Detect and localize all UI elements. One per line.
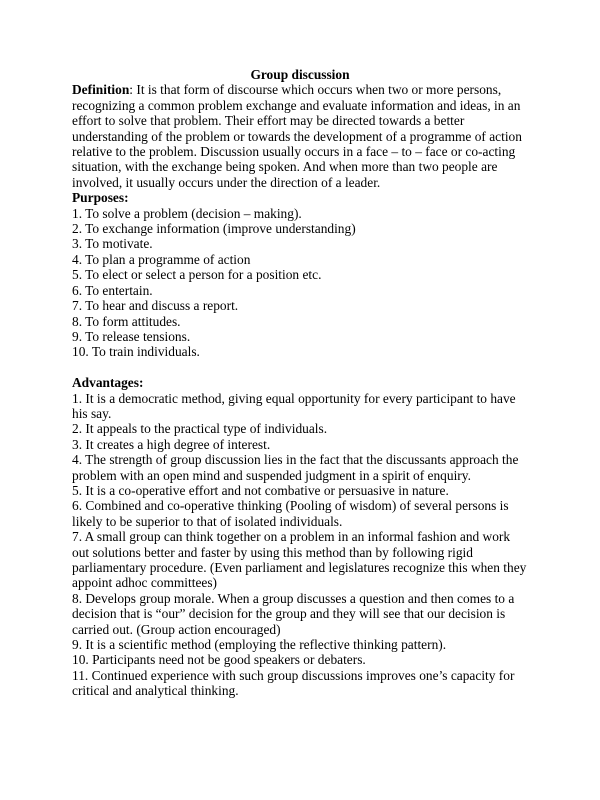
advantage-item: 9. It is a scientific method (employing the reflective thinking pattern). [72,637,447,653]
purpose-item: 7. To hear and discuss a report. [72,298,239,314]
purpose-item: 4. To plan a programme of action [72,251,251,267]
advantage-item: 10. Participants need not be good speakers or debaters. [72,652,366,668]
advantage-item: 11. Continued experience with such group discussions improves one’s capacity for critical and analytical thinking. [72,667,515,699]
purpose-item: 1. To solve a problem (decision – making). [72,205,302,221]
definition-text: : It is that form of discourse which occurs when two or more persons, recognizing a common problem exchange and evaluate information and ideas, in an effort to solve that problem. Their effort may be directed towards a better understanding of the problem or towards the development of a programme of action relative to the problem. Discussion usually occurs in a face – to – face or co-acting situation, with the exchange being spoken. And when more than two people are involved, it usually occurs under the direction of a leader. [72,82,522,190]
purposes-heading: Purposes: [72,190,129,206]
advantage-item: 7. A small group can think together on a problem in an informal fashion and work out solutions better and faster by using this method than by following rigid parliamentary procedure. (Even parliament and legislatures recognize this when they appoint adhoc committees) [72,529,527,591]
purpose-item: 8. To form attitudes. [72,313,181,329]
definition-paragraph [72,82,528,190]
document-page [72,67,528,699]
purpose-item: 3. To motivate. [72,236,153,252]
purpose-item: 10. To train individuals. [72,344,200,360]
purpose-item: 2. To exchange information (improve understanding) [72,221,356,237]
advantages-list [72,391,528,699]
document-title: Group discussion [250,67,350,82]
definition-label: Definition [72,82,130,98]
purpose-item: 6. To entertain. [72,282,153,298]
advantage-item: 5. It is a co-operative effort and not combative or persuasive in nature. [72,482,449,498]
advantage-item: 2. It appeals to the practical type of individuals. [72,421,328,437]
purposes-list [72,206,528,360]
advantages-heading: Advantages: [72,375,144,391]
purpose-item: 5. To elect or select a person for a position etc. [72,267,322,283]
advantage-item: 6. Combined and co-operative thinking (Pooling of wisdom) of several persons is likely to be superior to that of isolated individuals. [72,498,509,529]
advantage-item: 3. It creates a high degree of interest. [72,436,271,452]
section-spacer [72,360,528,375]
purpose-item: 9. To release tensions. [72,328,191,344]
advantage-item: 1. It is a democratic method, giving equal opportunity for every participant to have his say. [72,390,516,421]
advantage-item: 8. Develops group morale. When a group discusses a question and then comes to a decision that is “our” decision for the group and they will see that our decision is carried out. (Group action encouraged) [72,590,515,637]
advantage-item: 4. The strength of group discussion lies in the fact that the discussants approach the problem with an open mind and suspended judgment in a spirit of enquiry. [72,452,519,483]
